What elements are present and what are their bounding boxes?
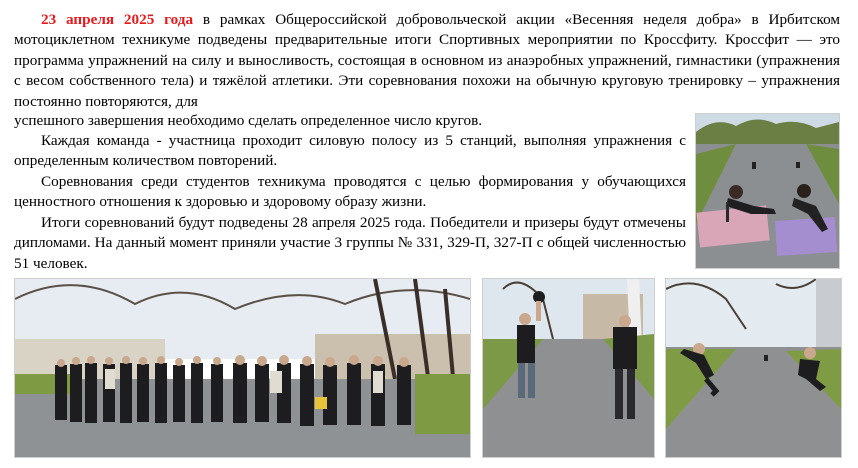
paragraph-intro-tail: успешного завершения необходимо сделать определенное число кругов. [14,112,483,129]
intro-text: в рамках Общероссийской добровольческой акции «Весенняя неделя добра» в Ирбитском мотоциклетном техникуме подведены предварительные итоги Спортивных мероприятии по Кроссфиту. Кроссфит — это программа упражнений на силу и выносливость, состоящая в основном из анаэробных упражнений, гимнастики (упражнения с весом собственного тела) и тяжёлой атлетики. Эти соревнования похожи на обычную круговую тренировку – упражнения постоянно повторяются, для [14,11,840,110]
paragraph-purpose: Соревнования среди студентов техникума проводятся с целью формирования у обучающихся ценностного отношения к здоровью и здоровому образу жизни. [14,173,686,211]
paragraph-intro [14,10,840,112]
photo-group [14,278,471,458]
photo-pushups [695,113,840,269]
paragraph-results: Итоги соревнований будут подведены 28 апреля 2025 года. Победители и призеры будут отмечены дипломами. На данный момент приняли участие 3 группы № 331, 329-П, 327-П с общей численностью 51 человек. [14,214,686,272]
photo-jump [665,278,842,458]
paragraph-teams: Каждая команда - участница проходит силовую полосу из 5 станций, выполняя упражнения с определенным количеством повторений. [14,132,686,170]
photo-kettlebell [482,278,655,458]
event-date: 23 апреля 2025 года [41,11,194,28]
